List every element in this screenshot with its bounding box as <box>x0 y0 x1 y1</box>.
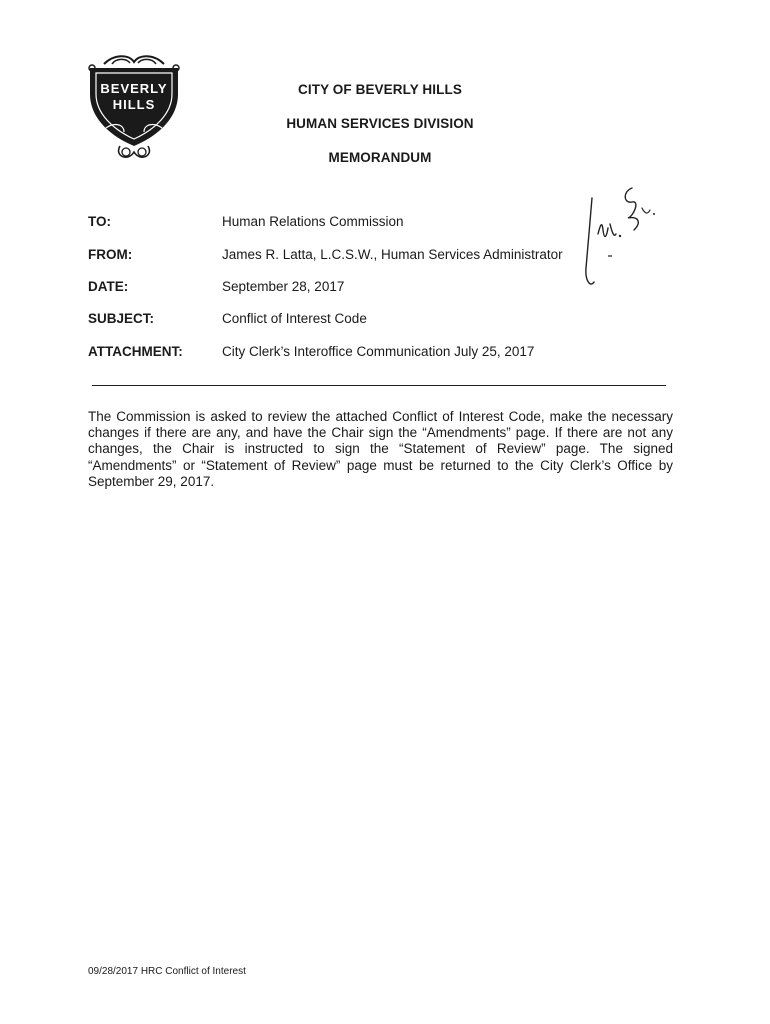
beverly-hills-crest-logo <box>84 52 184 164</box>
header-division: HUMAN SERVICES DIVISION <box>286 116 474 131</box>
from-label: FROM: <box>88 247 133 262</box>
to-label: TO: <box>88 214 111 229</box>
header-memorandum: MEMORANDUM <box>328 150 432 165</box>
to-value: Human Relations Commission <box>222 214 404 229</box>
handwritten-initials-signature <box>572 176 662 296</box>
from-value: James R. Latta, L.C.S.W., Human Services Administrator <box>222 247 563 262</box>
crest-text-line1: BEVERLY <box>100 81 168 96</box>
document-footer: 09/28/2017 HRC Conflict of Interest <box>88 966 246 977</box>
memo-body-paragraph: The Commission is asked to review the attached Conflict of Interest Code, make the necessary changes if there are any, and have the Chair sign the “Amendments” page. If there are not any changes, the Chair is instructed to sign the “Statement of Review” page. The signed “Amendments” or “Statement of Review” page must be returned to the City Clerk’s Office by September 29, 2017. <box>88 409 673 489</box>
subject-label: SUBJECT: <box>88 311 155 326</box>
header-city-name: CITY OF BEVERLY HILLS <box>298 82 462 97</box>
crest-text-line2: HILLS <box>112 97 156 112</box>
horizontal-divider <box>92 385 666 386</box>
date-label: DATE: <box>88 279 129 294</box>
subject-value: Conflict of Interest Code <box>222 311 367 326</box>
attachment-label: ATTACHMENT: <box>88 344 183 359</box>
date-value: September 28, 2017 <box>222 279 345 294</box>
attachment-value: City Clerk’s Interoffice Communication July 25, 2017 <box>222 344 535 359</box>
